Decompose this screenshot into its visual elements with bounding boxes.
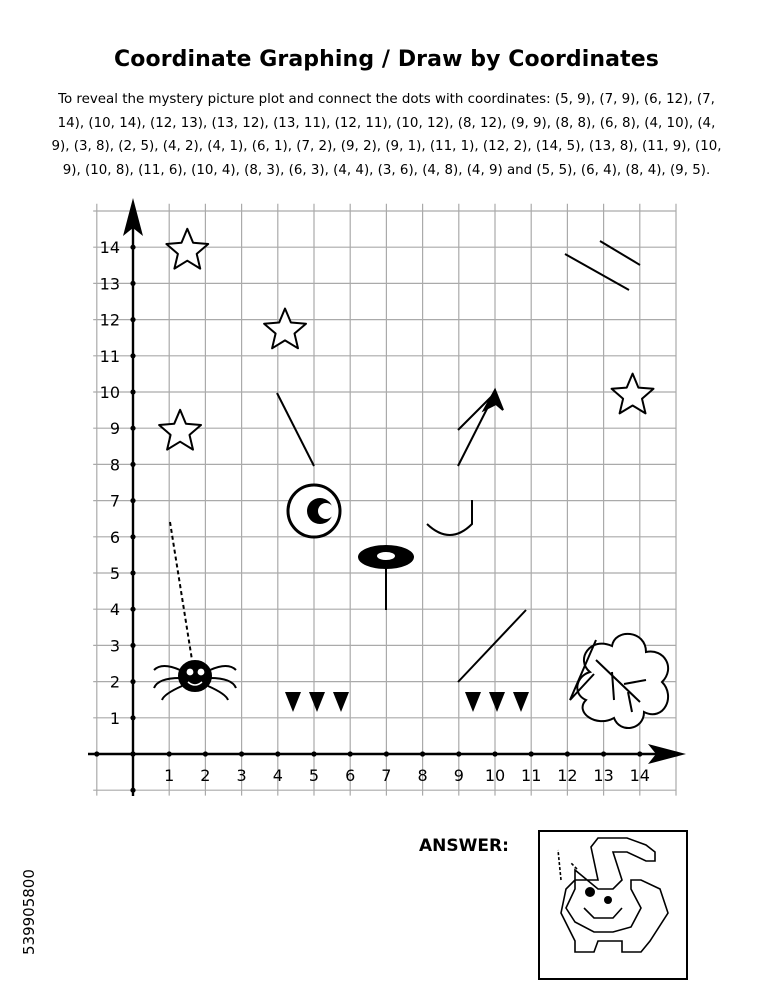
axis-dot	[130, 534, 135, 539]
axis-dot	[130, 208, 135, 213]
y-tick-label: 13	[99, 274, 120, 294]
axis-dot	[601, 751, 606, 756]
x-tick-label: 7	[381, 766, 392, 785]
stock-id-text: 539905800	[20, 869, 38, 955]
axis-dot	[130, 643, 135, 648]
axis-dot	[130, 715, 135, 720]
x-tick-label: 8	[417, 766, 428, 785]
x-tick-label: 5	[308, 766, 320, 785]
axis-dot	[130, 353, 135, 358]
nose-icon	[358, 545, 414, 569]
axis-dot	[311, 751, 316, 756]
y-tick-label: 8	[109, 455, 120, 475]
axis-dot	[275, 751, 280, 756]
axis-dot	[130, 281, 135, 286]
y-tick-labels	[100, 238, 120, 728]
axis-dot	[94, 751, 99, 756]
axis-dot	[384, 751, 389, 756]
teeth-marks	[285, 692, 529, 712]
star-icon	[166, 229, 208, 269]
eye-icon	[288, 485, 340, 537]
axis-dot	[673, 751, 678, 756]
hint-tail-curve	[600, 241, 640, 265]
x-tick-label: 12	[557, 766, 578, 785]
star-icon	[264, 309, 306, 349]
x-tick-label: 1	[164, 766, 175, 785]
axis-dot	[130, 317, 135, 322]
axis-dot	[130, 245, 135, 250]
hint-mouth-wink	[427, 500, 472, 535]
axis-dot	[130, 426, 135, 431]
x-tick-label: 14	[629, 766, 650, 785]
hint-tail-right	[565, 254, 629, 290]
x-tick-labels	[164, 766, 650, 785]
x-tick-label: 4	[272, 766, 283, 785]
axis-dot	[239, 751, 244, 756]
y-tick-label: 6	[109, 527, 120, 547]
axis-dot	[637, 751, 642, 756]
axis-dot	[203, 751, 208, 756]
y-tick-label: 14	[99, 238, 120, 258]
y-tick-label: 2	[109, 672, 120, 692]
x-tick-label: 6	[345, 766, 356, 785]
x-tick-label: 2	[200, 766, 211, 785]
leaf-icon	[570, 634, 668, 728]
x-tick-label: 9	[453, 766, 464, 785]
y-tick-label: 7	[109, 491, 120, 511]
axis-dot	[420, 751, 425, 756]
axis-dot	[130, 788, 135, 793]
axis-dot	[348, 751, 353, 756]
axis-dot	[130, 607, 135, 612]
instructions-text: To reveal the mystery picture plot and connect the dots with coordinates: (5, 9), (7, 9), (6, 12), (7, 14), (10, 14), (12, 13), (13, 12), (13, 11), (12, 11), (10, 12), (8, 12), (9, 9), (8, 8), (6, 8), (4, 10), (4, 9), (3, 8), (2, 5), (4, 2), (4, 1), (6, 1), (7, 2), (9, 2), (9, 1), (11, 1), (12, 2), (14, 5), (13, 8), (11, 9), (10, 9), (10, 8), (11, 6), (10, 4), (8, 3), (6, 3), (4, 4), (3, 6), (4, 8), (4, 9) and (5, 5), (6, 4), (8, 4), (9, 5).	[51, 92, 722, 178]
x-tick-label: 11	[521, 766, 542, 785]
stock-id	[14, 755, 42, 955]
y-tick-label: 1	[109, 708, 120, 728]
star-icon	[612, 374, 654, 414]
answer-preview	[539, 831, 687, 979]
x-tick-label: 10	[484, 766, 506, 785]
answer-label: ANSWER:	[419, 836, 509, 856]
y-tick-label: 5	[109, 564, 120, 583]
y-tick-label: 3	[109, 636, 120, 656]
axis-dot	[130, 679, 135, 684]
spider-icon	[154, 522, 236, 700]
x-tick-label: 13	[593, 766, 614, 785]
page-title: Coordinate Graphing / Draw by Coordinates	[114, 47, 659, 72]
hint-ear-left	[277, 393, 314, 466]
axis-dot	[492, 751, 497, 756]
axis-dot	[130, 751, 135, 756]
star-icon	[159, 410, 201, 450]
axis-dot	[529, 751, 534, 756]
stars	[159, 229, 679, 897]
y-tick-label: 9	[109, 419, 120, 439]
axis-dot	[130, 498, 135, 503]
axis-dot	[565, 751, 570, 756]
axis-dot	[130, 570, 135, 575]
x-tick-label: 3	[236, 766, 247, 785]
axis-dot	[456, 751, 461, 756]
axis-dot	[167, 751, 172, 756]
axis-dot	[130, 462, 135, 467]
y-tick-label: 10	[99, 383, 120, 402]
axis-dot	[130, 389, 135, 394]
y-tick-label: 4	[109, 600, 120, 620]
y-tick-label: 12	[99, 310, 120, 330]
y-tick-label: 11	[99, 346, 120, 366]
